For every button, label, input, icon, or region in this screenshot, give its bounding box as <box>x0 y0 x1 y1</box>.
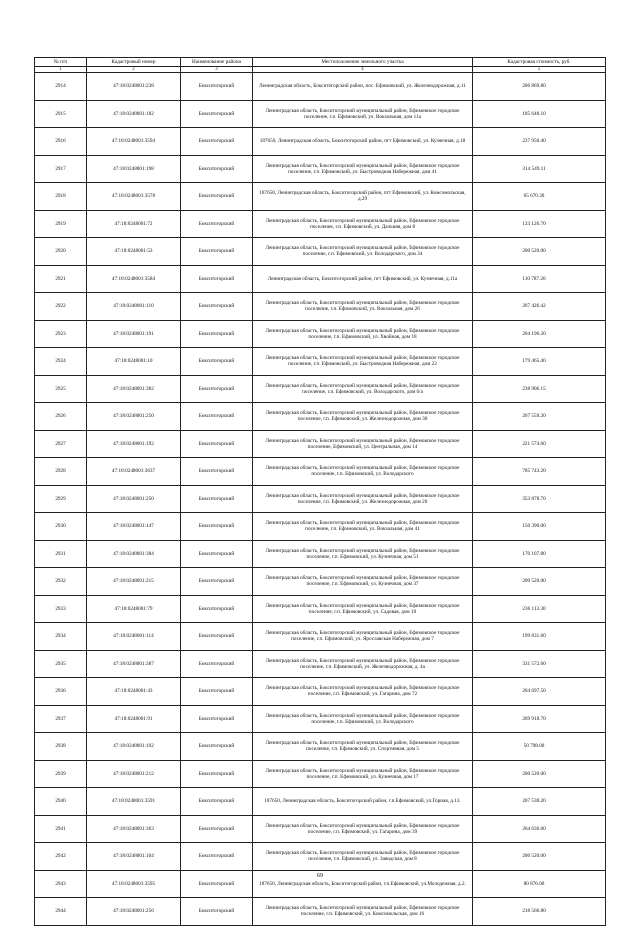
district-name: Бокситогорский <box>181 623 253 651</box>
header-cost: Кадастровая стоимость, руб. <box>473 58 606 67</box>
cadastral-number: 47:18:0248001:114 <box>87 623 181 651</box>
cadastral-number: 47:18:0248001:3595 <box>87 870 181 898</box>
land-plot-location: Ленинградская область, Бокситогорский муниципальный район, Ефимовское городское поселение, г.п. Ефимовский, ул. Ярославская Набережная, дом 7 <box>253 623 473 651</box>
cadastral-number: 47:18:0248001:3594 <box>87 128 181 156</box>
cadastral-number: 47:18:0248001:3637 <box>87 458 181 486</box>
district-name: Бокситогорский <box>181 238 253 266</box>
cadastral-cost: 267 426.42 <box>473 293 606 321</box>
district-name: Бокситогорский <box>181 293 253 321</box>
cadastral-number: 47:18:0248001:215 <box>87 568 181 596</box>
cadastral-cost: 236 113.30 <box>473 595 606 623</box>
land-plot-location: 187650, Ленинградская область, Бокситогорский район, пгт Ефимовский, ул. Кузнечная, д.18 <box>253 128 473 156</box>
district-name: Бокситогорский <box>181 678 253 706</box>
table-row <box>35 430 606 458</box>
table-row <box>35 320 606 348</box>
land-plot-location: Ленинградская область, Бокситогорский муниципальный район, Ефимовское городское поселение, г.п. Ефимовский, ул. Кузнечная, дом 51 <box>253 540 473 568</box>
table-row <box>35 183 606 211</box>
cadastral-cost: 150 390.00 <box>473 513 606 541</box>
row-number: 2942 <box>35 843 87 871</box>
header-num: № п/п <box>35 58 87 67</box>
column-number: 2 <box>87 67 181 73</box>
row-number: 2932 <box>35 568 87 596</box>
land-plot-location: Ленинградская область, Бокситогорский муниципальный район, Ефимовское городское поселение, г.п. Ефимовский, ул. Дальняя, дом 8 <box>253 210 473 238</box>
cadastral-number: 47:18:0248001:198 <box>87 155 181 183</box>
district-name: Бокситогорский <box>181 320 253 348</box>
cadastral-number: 47:18:0248001:110 <box>87 293 181 321</box>
district-name: Бокситогорский <box>181 100 253 128</box>
land-plot-location: Ленинградская область, Бокситогорский муниципальный район, Ефимовское городское поселение, г.п. Ефимовский, ул. Хвойная, дом 18 <box>253 320 473 348</box>
district-name: Бокситогорский <box>181 375 253 403</box>
district-name: Бокситогорский <box>181 128 253 156</box>
cadastral-cost: 238 906.15 <box>473 375 606 403</box>
cadastral-cost: 179 465.40 <box>473 348 606 376</box>
land-plot-location: Ленинградская область, Бокситогорский муниципальный район, Ефимовское городское поселение, г.п. Ефимовский, ул. Володарского <box>253 705 473 733</box>
cadastral-number: 47:18:0248001:3578 <box>87 183 181 211</box>
district-name: Бокситогорский <box>181 348 253 376</box>
cadastral-number: 47:18:0248001:43 <box>87 678 181 706</box>
table-row <box>35 403 606 431</box>
column-number: 5 <box>473 67 606 73</box>
cadastral-cost: 200 520.00 <box>473 238 606 266</box>
district-name: Бокситогорский <box>181 513 253 541</box>
land-plot-location: Ленинградская область, Бокситогорский муниципальный район, Ефимовское городское поселение, г.п. Ефимовский, ул. Володарского <box>253 458 473 486</box>
row-number: 2923 <box>35 320 87 348</box>
land-plot-location: Ленинградская область, Бокситогорский муниципальный район, Ефимовское городское поселение, г.п. Ефимовский, ул. Гагарина, дом 72 <box>253 678 473 706</box>
row-number: 2918 <box>35 183 87 211</box>
land-plot-location: Ленинградская область, Бокситогорский муниципальный район, Ефимовское городское поселение, г.п. Ефимовский, ул. Садовая, дом 10 <box>253 595 473 623</box>
row-number: 2926 <box>35 403 87 431</box>
cadastral-number: 47:18:0248001:3584 <box>87 265 181 293</box>
district-name: Бокситогорский <box>181 595 253 623</box>
table-row <box>35 595 606 623</box>
cadastral-cost: 133 126.70 <box>473 210 606 238</box>
table-row <box>35 623 606 651</box>
land-plot-location: 187650, Ленинградская область, Бокситогорский район, г.п.Ефимовский, ул.Горная, д.13. <box>253 788 473 816</box>
table-row <box>35 293 606 321</box>
cadastral-cost: 200 520.00 <box>473 568 606 596</box>
row-number: 2930 <box>35 513 87 541</box>
land-plot-location: Ленинградская область, Бокситогорский муниципальный район, Ефимовское городское поселение, г.п. Ефимовский, ул. Володарского, дом 34 <box>253 238 473 266</box>
row-number: 2924 <box>35 348 87 376</box>
row-number: 2914 <box>35 73 87 101</box>
table-row <box>35 238 606 266</box>
row-number: 2934 <box>35 623 87 651</box>
table-row <box>35 458 606 486</box>
cadastral-number: 47:18:0248001:104 <box>87 843 181 871</box>
district-name: Бокситогорский <box>181 183 253 211</box>
land-plot-location: 187650, Ленинградская область, Бокситогорский район, г.п.Ефимовский, ул.Молодежная, д.2. <box>253 870 473 898</box>
cadastral-number: 47:18:0248001:191 <box>87 320 181 348</box>
district-name: Бокситогорский <box>181 73 253 101</box>
cadastral-cost: 170 107.80 <box>473 540 606 568</box>
cadastral-cost: 353 878.70 <box>473 485 606 513</box>
land-plot-location: Ленинградская область, Бокситогорский муниципальный район, Ефимовское городское поселение, г.п. Ефимовский, ул. Кузнечная, дом 17 <box>253 760 473 788</box>
cadastral-number: 47:18:0248001:182 <box>87 100 181 128</box>
cadastral-cost: 221 574.60 <box>473 430 606 458</box>
land-plot-location: Ленинградская область, Бокситогорский муниципальный район, Ефимовское городское поселение, г.п. Ефимовский, ул. Железнодорожная, д. 4а <box>253 650 473 678</box>
header-cadastral-number: Кадастровый номер <box>87 58 181 67</box>
table-row <box>35 73 606 101</box>
cadastral-cost: 204 697.50 <box>473 678 606 706</box>
row-number: 2921 <box>35 265 87 293</box>
cadastral-cost: 110 787.20 <box>473 265 606 293</box>
table-row <box>35 155 606 183</box>
table-row <box>35 100 606 128</box>
cadastral-number: 47:18:0248001:3591 <box>87 788 181 816</box>
cadastral-cost: 200 520.00 <box>473 760 606 788</box>
land-plot-location: Ленинградская область, Бокситогорский муниципальный район, Ефимовское городское поселение, г.п. Ефимовский, ул. Заводская, дом 8 <box>253 843 473 871</box>
cadastral-number: 47:18:0248001:212 <box>87 760 181 788</box>
row-number: 2933 <box>35 595 87 623</box>
cadastral-cost: 50 798.00 <box>473 733 606 761</box>
table-row <box>35 513 606 541</box>
column-number: 4 <box>253 67 473 73</box>
column-number: 1 <box>35 67 87 73</box>
cadastral-cost: 314 549.11 <box>473 155 606 183</box>
table-row <box>35 485 606 513</box>
table-row <box>35 540 606 568</box>
district-name: Бокситогорский <box>181 568 253 596</box>
row-number: 2920 <box>35 238 87 266</box>
land-plot-location: Ленинградская область, Бокситогорский муниципальный район, Ефимовское городское поселение, г.п. Ефимовский, ул. Володарского, дом 6/а <box>253 375 473 403</box>
cadastral-number: 47:18:0248001:238 <box>87 73 181 101</box>
table-row <box>35 760 606 788</box>
header-row <box>35 58 606 67</box>
district-name: Бокситогорский <box>181 210 253 238</box>
cadastral-cost: 269 918.70 <box>473 705 606 733</box>
row-number: 2937 <box>35 705 87 733</box>
header-district: Наименование района <box>181 58 253 67</box>
row-number: 2916 <box>35 128 87 156</box>
cadastral-cost: 267 559.20 <box>473 403 606 431</box>
cadastral-cost: 199 831.60 <box>473 623 606 651</box>
row-number: 2943 <box>35 870 87 898</box>
table-row <box>35 568 606 596</box>
cadastral-number: 47:18:0248001:91 <box>87 705 181 733</box>
table-row <box>35 733 606 761</box>
header-location: Местоположение земельного участка <box>253 58 473 67</box>
cadastral-number: 47:18:0248001:102 <box>87 733 181 761</box>
district-name: Бокситогорский <box>181 788 253 816</box>
cadastral-number: 47:18:0248001:53 <box>87 238 181 266</box>
row-number: 2917 <box>35 155 87 183</box>
cadastral-cost: 785 743.20 <box>473 458 606 486</box>
row-number: 2940 <box>35 788 87 816</box>
district-name: Бокситогорский <box>181 650 253 678</box>
row-number: 2927 <box>35 430 87 458</box>
land-plot-location: Ленинградская область, Бокситогорский муниципальный район, Ефимовское городское поселение, г.п. Ефимовский, ул. Вокзальная, дом 26 <box>253 293 473 321</box>
cadastral-number: 47:18:0248001:256 <box>87 898 181 926</box>
row-number: 2928 <box>35 458 87 486</box>
district-name: Бокситогорский <box>181 403 253 431</box>
cadastral-number: 47:18:0248001:384 <box>87 540 181 568</box>
cadastral-number: 47:18:0248001:250 <box>87 403 181 431</box>
table-row <box>35 678 606 706</box>
cadastral-number: 47:18:0248001:250 <box>87 485 181 513</box>
row-number: 2929 <box>35 485 87 513</box>
district-name: Бокситогорский <box>181 265 253 293</box>
table-row <box>35 815 606 843</box>
land-plot-location: Ленинградская область, Бокситогорский муниципальный район, Ефимовское городское поселение, г.п. Ефимовский, ул. Железнодорожная, дом 30 <box>253 403 473 431</box>
district-name: Бокситогорский <box>181 760 253 788</box>
row-number: 2936 <box>35 678 87 706</box>
cadastral-cost: 206 869.80 <box>473 73 606 101</box>
district-name: Бокситогорский <box>181 843 253 871</box>
land-plot-location: Ленинградская область, Бокситогорский муниципальный район, Ефимовское городское поселение, г.п. Ефимовский, ул. Комсомольская, дом 16 <box>253 898 473 926</box>
land-plot-location: Ленинградская область, Бокситогорский муниципальный район, Ефимовское городское поселение, г.п. Ефимовский, ул. Быстроводная Набережная, дом 22 <box>253 348 473 376</box>
table-row <box>35 128 606 156</box>
district-name: Бокситогорский <box>181 485 253 513</box>
district-name: Бокситогорский <box>181 733 253 761</box>
district-name: Бокситогорский <box>181 870 253 898</box>
cadastral-cost: 237 950.40 <box>473 128 606 156</box>
cadastral-cost: 80 876.00 <box>473 870 606 898</box>
table-row <box>35 898 606 926</box>
cadastral-cost: 331 572.60 <box>473 650 606 678</box>
land-plot-location: Ленинградская область, Бокситогорский муниципальный район, Ефимовское городское поселение, г.п. Ефимовский, ул. Спортивная, дом 5 <box>253 733 473 761</box>
cadastral-number: 47:18:0248001:363 <box>87 815 181 843</box>
cadastral-number: 47:18:0248001:147 <box>87 513 181 541</box>
land-plot-location: Ленинградская область, Бокситогорский муниципальный район, Ефимовское городское поселение, г.п. Ефимовский, ул. Железнодорожная, дом 20 <box>253 485 473 513</box>
cadastral-cost: 264 636.00 <box>473 815 606 843</box>
district-name: Бокситогорский <box>181 430 253 458</box>
row-number: 2944 <box>35 898 87 926</box>
cadastral-cost: 207 538.20 <box>473 788 606 816</box>
cadastral-number: 47:18:0248001:10 <box>87 348 181 376</box>
cadastral-cost: 204 196.20 <box>473 320 606 348</box>
table-row <box>35 705 606 733</box>
row-number: 2925 <box>35 375 87 403</box>
cadastral-number: 47:18:0248001:79 <box>87 595 181 623</box>
table-row <box>35 650 606 678</box>
cadastral-cost: 218 566.80 <box>473 898 606 926</box>
row-number: 2915 <box>35 100 87 128</box>
row-number: 2938 <box>35 733 87 761</box>
cadastral-cost: 65 670.30 <box>473 183 606 211</box>
district-name: Бокситогорский <box>181 898 253 926</box>
cadastral-number: 47:18:0248001:72 <box>87 210 181 238</box>
land-plot-location: Ленинградская область, Бокситогорский муниципальный район, Ефимовское городское поселение, г.п. Ефимовский, ул. Вокзальная, дом 11а <box>253 100 473 128</box>
cadastral-cost: 200 520.00 <box>473 843 606 871</box>
land-plot-location: Ленинградская область, Бокситогорский муниципальный район, Ефимовское городское поселение, г.п. Ефимовский, ул. Гагарина, дом 39 <box>253 815 473 843</box>
table-row <box>35 375 606 403</box>
land-plot-location: Ленинградская область, Бокситогорский район, пос. Ефимовский, ул. Железнодорожная, д.11 <box>253 73 473 101</box>
district-name: Бокситогорский <box>181 705 253 733</box>
district-name: Бокситогорский <box>181 815 253 843</box>
table-row <box>35 348 606 376</box>
row-number: 2935 <box>35 650 87 678</box>
row-number: 2919 <box>35 210 87 238</box>
page-number: 69 <box>317 873 323 879</box>
cadastral-number: 47:18:0248001:387 <box>87 650 181 678</box>
row-number: 2931 <box>35 540 87 568</box>
district-name: Бокситогорский <box>181 155 253 183</box>
cadastral-table <box>34 57 606 926</box>
cadastral-number: 47:18:0248001:192 <box>87 430 181 458</box>
column-number: 3 <box>181 67 253 73</box>
land-plot-location: 187650, Ленинградская область, Бокситогорский район, пгт Ефимовский, ул. Комсомольская, д.29 <box>253 183 473 211</box>
row-number: 2939 <box>35 760 87 788</box>
row-number: 2922 <box>35 293 87 321</box>
land-plot-location: Ленинградская область, Бокситогорский муниципальный район, Ефимовское городское поселение, Ефимовский, ул. Центральная, дом 14 <box>253 430 473 458</box>
land-plot-location: Ленинградская область, Бокситогорский район, пгт Ефимовский, ул. Кузнечная, д.11а <box>253 265 473 293</box>
table-body <box>35 73 606 926</box>
land-plot-location: Ленинградская область, Бокситогорский муниципальный район, Ефимовское городское поселение, г.п. Ефимовский, ул. Быстроводная Набережная, дом 41 <box>253 155 473 183</box>
land-plot-location: Ленинградская область, Бокситогорский муниципальный район, Ефимовское городское поселение, г.п. Ефимовский, ул. Вокзальная, дом 41 <box>253 513 473 541</box>
table-row <box>35 788 606 816</box>
row-number: 2941 <box>35 815 87 843</box>
district-name: Бокситогорский <box>181 540 253 568</box>
land-plot-location: Ленинградская область, Бокситогорский муниципальный район, Ефимовское городское поселение, г.п. Ефимовский, ул. Кузнечная, дом 37 <box>253 568 473 596</box>
cadastral-cost: 185 648.10 <box>473 100 606 128</box>
district-name: Бокситогорский <box>181 458 253 486</box>
cadastral-number: 47:18:0248001:382 <box>87 375 181 403</box>
table-row <box>35 265 606 293</box>
table-row <box>35 210 606 238</box>
table-row <box>35 843 606 871</box>
